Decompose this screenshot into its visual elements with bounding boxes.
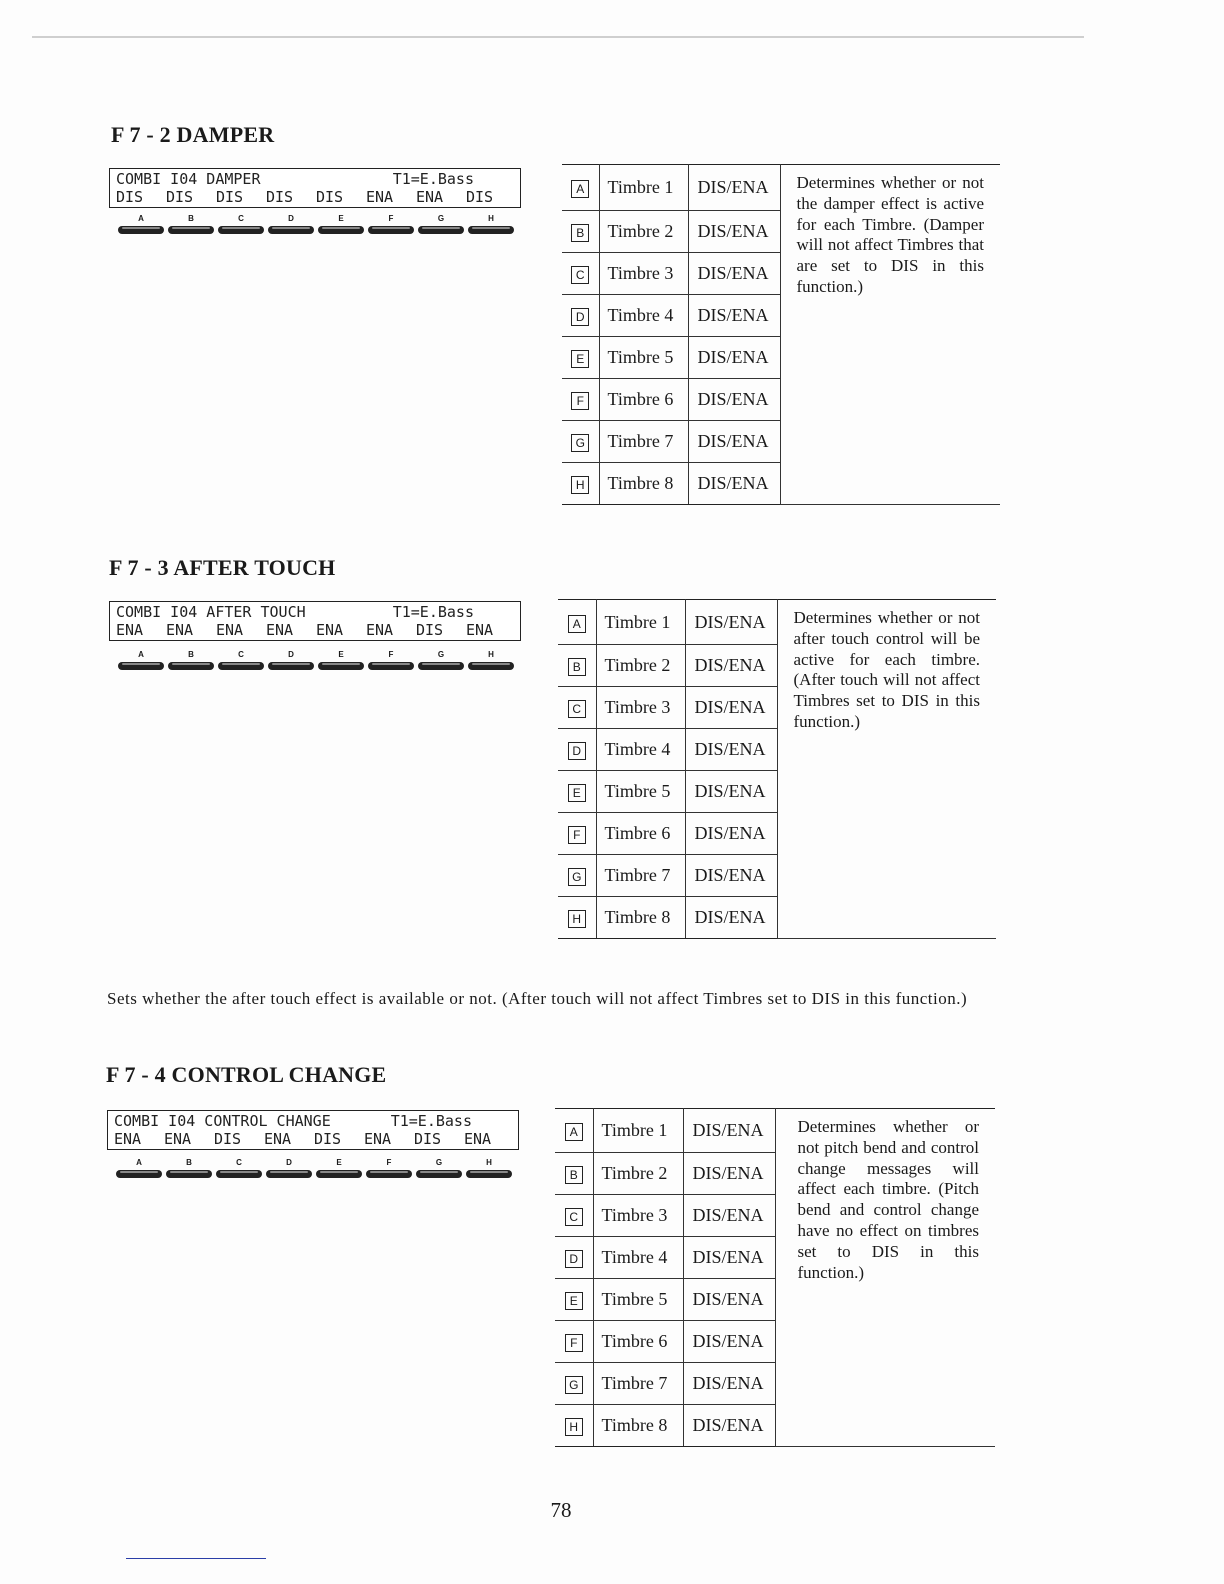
key-cell bbox=[555, 1279, 593, 1321]
timbre-cell: Timbre 7 bbox=[596, 855, 685, 897]
key-label: C bbox=[238, 214, 244, 223]
key-cell bbox=[558, 687, 596, 729]
value-cell: DIS/ENA bbox=[685, 813, 777, 855]
key-label: H bbox=[488, 650, 494, 659]
key-label: E bbox=[338, 214, 344, 223]
key-cell bbox=[555, 1109, 593, 1153]
timbre-cell: Timbre 5 bbox=[593, 1279, 683, 1321]
key-label: A bbox=[138, 214, 144, 223]
timbre-cell: Timbre 1 bbox=[593, 1109, 683, 1153]
lcd-timbre-indicator: T1=E.Bass bbox=[392, 603, 474, 621]
key-e-icon: E bbox=[565, 1292, 583, 1310]
key-label: E bbox=[338, 650, 344, 659]
key-f-button[interactable] bbox=[366, 1158, 412, 1184]
lcd-value: ENA bbox=[164, 1130, 192, 1148]
key-label: F bbox=[386, 1158, 392, 1167]
key-cell bbox=[558, 600, 596, 645]
key-c-icon: C bbox=[568, 700, 586, 718]
key-label: B bbox=[186, 1158, 192, 1167]
key-label: F bbox=[388, 650, 394, 659]
key-c-button[interactable] bbox=[218, 214, 264, 240]
lcd-value: ENA bbox=[316, 621, 344, 639]
lcd-value: DIS bbox=[116, 188, 144, 206]
value-cell: DIS/ENA bbox=[685, 771, 777, 813]
key-cell bbox=[558, 729, 596, 771]
key-c-icon: C bbox=[571, 266, 589, 284]
top-rule bbox=[32, 36, 1084, 38]
key-a-button[interactable] bbox=[118, 650, 164, 676]
key-c-button[interactable] bbox=[216, 1158, 262, 1184]
key-a-icon: A bbox=[568, 615, 586, 633]
lcd-timbre-indicator: T1=E.Bass bbox=[392, 170, 474, 188]
key-label: C bbox=[238, 650, 244, 659]
timbre-cell: Timbre 8 bbox=[599, 463, 688, 505]
key-cell bbox=[555, 1195, 593, 1237]
timbre-cell: Timbre 3 bbox=[593, 1195, 683, 1237]
timbre-cell: Timbre 8 bbox=[596, 897, 685, 939]
lcd-value: DIS bbox=[216, 188, 244, 206]
key-b-button[interactable] bbox=[168, 214, 214, 240]
lcd-display-damper bbox=[109, 168, 521, 208]
lcd-value: ENA bbox=[466, 621, 494, 639]
key-g-icon: G bbox=[565, 1376, 583, 1394]
bottom-rule bbox=[126, 1558, 266, 1559]
key-label: D bbox=[288, 214, 294, 223]
description: Determines whether or not the damper effect is active for each Timbre. (Damper will not affect Timbres that are set to DIS in this function.) bbox=[780, 165, 1000, 505]
key-label: A bbox=[136, 1158, 142, 1167]
key-b-icon: B bbox=[565, 1166, 583, 1184]
lcd-value: ENA bbox=[114, 1130, 142, 1148]
description: Determines whether or not after touch control will be active for each timbre. (After touch will not affect Timbres set to DIS in this function.) bbox=[777, 600, 996, 939]
timbre-cell: Timbre 3 bbox=[596, 687, 685, 729]
key-e-button[interactable] bbox=[316, 1158, 362, 1184]
timbre-cell: Timbre 8 bbox=[593, 1405, 683, 1447]
timbre-cell: Timbre 6 bbox=[599, 379, 688, 421]
key-b-icon: B bbox=[568, 658, 586, 676]
key-d-icon: D bbox=[571, 308, 589, 326]
key-b-icon: B bbox=[571, 224, 589, 242]
key-label: D bbox=[288, 650, 294, 659]
key-g-button[interactable] bbox=[416, 1158, 462, 1184]
key-label: F bbox=[388, 214, 394, 223]
key-label: B bbox=[188, 214, 194, 223]
timbre-cell: Timbre 4 bbox=[596, 729, 685, 771]
key-label: G bbox=[435, 1158, 443, 1167]
value-cell: DIS/ENA bbox=[683, 1321, 775, 1363]
value-cell: DIS/ENA bbox=[683, 1237, 775, 1279]
lcd-value: DIS bbox=[316, 188, 344, 206]
key-cell bbox=[562, 337, 599, 379]
value-cell: DIS/ENA bbox=[685, 645, 777, 687]
lcd-timbre-indicator: T1=E.Bass bbox=[390, 1112, 472, 1130]
timbre-cell: Timbre 4 bbox=[593, 1237, 683, 1279]
key-g-button[interactable] bbox=[418, 214, 464, 240]
key-a-icon: A bbox=[571, 180, 589, 198]
key-f-button[interactable] bbox=[368, 214, 414, 240]
lcd-value: DIS bbox=[214, 1130, 242, 1148]
lcd-value: ENA bbox=[166, 621, 194, 639]
key-g-icon: G bbox=[571, 434, 589, 452]
key-h-icon: H bbox=[568, 910, 586, 928]
parameter-table-after-touch bbox=[558, 599, 996, 939]
section-title-after-touch: F 7 - 3 AFTER TOUCH bbox=[109, 555, 336, 580]
key-h-button[interactable] bbox=[466, 1158, 512, 1184]
key-cell bbox=[558, 771, 596, 813]
key-e-icon: E bbox=[568, 784, 586, 802]
lcd-line2 bbox=[114, 1131, 514, 1148]
key-f-button[interactable] bbox=[368, 650, 414, 676]
key-a-button[interactable] bbox=[118, 214, 164, 240]
value-cell: DIS/ENA bbox=[683, 1195, 775, 1237]
value-cell: DIS/ENA bbox=[683, 1109, 775, 1153]
lcd-line2 bbox=[116, 189, 516, 206]
lcd-display-after-touch bbox=[109, 601, 521, 641]
page-number: 78 bbox=[550, 1498, 572, 1522]
key-b-button[interactable] bbox=[168, 650, 214, 676]
lcd-value: ENA bbox=[366, 188, 394, 206]
key-cell bbox=[558, 813, 596, 855]
key-c-button[interactable] bbox=[218, 650, 264, 676]
value-cell: DIS/ENA bbox=[685, 687, 777, 729]
key-h-button[interactable] bbox=[468, 650, 514, 676]
lcd-value: ENA bbox=[266, 621, 294, 639]
key-cell bbox=[555, 1237, 593, 1279]
timbre-cell: Timbre 1 bbox=[599, 165, 688, 211]
key-e-button[interactable] bbox=[318, 214, 364, 240]
key-cell bbox=[562, 253, 599, 295]
lcd-display-control-change bbox=[107, 1110, 519, 1150]
function-keys-after-touch bbox=[118, 650, 528, 676]
value-cell: DIS/ENA bbox=[685, 897, 777, 939]
value-cell: DIS/ENA bbox=[683, 1279, 775, 1321]
key-label: H bbox=[486, 1158, 492, 1167]
key-cell bbox=[562, 211, 599, 253]
lcd-value: ENA bbox=[416, 188, 444, 206]
description: Determines whether or not pitch bend and control change messages will affect each timbre. (Pitch bend and control change have no effect on timbres set to DIS in this function.) bbox=[775, 1109, 995, 1447]
timbre-cell: Timbre 6 bbox=[593, 1321, 683, 1363]
value-cell: DIS/ENA bbox=[688, 165, 780, 211]
key-cell bbox=[555, 1321, 593, 1363]
key-d-icon: D bbox=[565, 1250, 583, 1268]
key-cell bbox=[555, 1405, 593, 1447]
timbre-cell: Timbre 5 bbox=[596, 771, 685, 813]
key-cell bbox=[558, 897, 596, 939]
key-label: G bbox=[437, 214, 445, 223]
key-cell bbox=[562, 165, 599, 211]
timbre-cell: Timbre 2 bbox=[593, 1153, 683, 1195]
key-g-button[interactable] bbox=[418, 650, 464, 676]
section-title-damper: F 7 - 2 DAMPER bbox=[111, 122, 275, 147]
key-f-icon: F bbox=[565, 1334, 583, 1352]
lcd-value: ENA bbox=[264, 1130, 292, 1148]
value-cell: DIS/ENA bbox=[688, 295, 780, 337]
key-e-icon: E bbox=[571, 350, 589, 368]
value-cell: DIS/ENA bbox=[683, 1363, 775, 1405]
timbre-cell: Timbre 4 bbox=[599, 295, 688, 337]
parameter-table-control-change bbox=[555, 1108, 995, 1447]
timbre-cell: Timbre 2 bbox=[596, 645, 685, 687]
key-h-icon: H bbox=[571, 476, 589, 494]
key-label: E bbox=[336, 1158, 342, 1167]
key-cell bbox=[562, 379, 599, 421]
lcd-value: ENA bbox=[216, 621, 244, 639]
key-cell bbox=[558, 645, 596, 687]
parameter-table-damper bbox=[562, 164, 1000, 505]
lcd-value: DIS bbox=[414, 1130, 442, 1148]
key-label: C bbox=[236, 1158, 242, 1167]
timbre-cell: Timbre 3 bbox=[599, 253, 688, 295]
key-d-icon: D bbox=[568, 742, 586, 760]
key-a-button[interactable] bbox=[116, 1158, 162, 1184]
lcd-line2 bbox=[116, 622, 516, 639]
value-cell: DIS/ENA bbox=[683, 1405, 775, 1447]
key-cell bbox=[558, 855, 596, 897]
timbre-cell: Timbre 6 bbox=[596, 813, 685, 855]
key-d-button[interactable] bbox=[266, 1158, 312, 1184]
section-title-control-change: F 7 - 4 CONTROL CHANGE bbox=[106, 1062, 387, 1087]
value-cell: DIS/ENA bbox=[688, 421, 780, 463]
lcd-line1: COMBI I04 CONTROL CHANGE bbox=[114, 1112, 331, 1130]
lcd-value: DIS bbox=[466, 188, 494, 206]
value-cell: DIS/ENA bbox=[688, 337, 780, 379]
key-label: B bbox=[188, 650, 194, 659]
key-label: D bbox=[286, 1158, 292, 1167]
timbre-cell: Timbre 2 bbox=[599, 211, 688, 253]
key-e-button[interactable] bbox=[318, 650, 364, 676]
key-h-button[interactable] bbox=[468, 214, 514, 240]
lcd-value: DIS bbox=[416, 621, 444, 639]
key-label: G bbox=[437, 650, 445, 659]
lcd-value: DIS bbox=[266, 188, 294, 206]
lcd-line1: COMBI I04 DAMPER bbox=[116, 170, 261, 188]
key-cell bbox=[562, 295, 599, 337]
key-a-icon: A bbox=[565, 1123, 583, 1141]
key-cell bbox=[555, 1153, 593, 1195]
timbre-cell: Timbre 1 bbox=[596, 600, 685, 645]
value-cell: DIS/ENA bbox=[685, 600, 777, 645]
key-c-icon: C bbox=[565, 1208, 583, 1226]
value-cell: DIS/ENA bbox=[688, 463, 780, 505]
lcd-line1: COMBI I04 AFTER TOUCH bbox=[116, 603, 306, 621]
lcd-value: ENA bbox=[464, 1130, 492, 1148]
key-cell bbox=[562, 463, 599, 505]
value-cell: DIS/ENA bbox=[688, 253, 780, 295]
key-g-icon: G bbox=[568, 868, 586, 886]
lcd-value: ENA bbox=[116, 621, 144, 639]
key-f-icon: F bbox=[571, 392, 589, 410]
key-label: A bbox=[138, 650, 144, 659]
lcd-value: DIS bbox=[314, 1130, 342, 1148]
value-cell: DIS/ENA bbox=[685, 855, 777, 897]
key-cell bbox=[555, 1363, 593, 1405]
value-cell: DIS/ENA bbox=[688, 211, 780, 253]
function-keys-control-change bbox=[116, 1158, 526, 1184]
key-label: H bbox=[488, 214, 494, 223]
value-cell: DIS/ENA bbox=[683, 1153, 775, 1195]
lcd-value: ENA bbox=[366, 621, 394, 639]
lcd-value: DIS bbox=[166, 188, 194, 206]
key-d-button[interactable] bbox=[268, 650, 314, 676]
timbre-cell: Timbre 7 bbox=[593, 1363, 683, 1405]
value-cell: DIS/ENA bbox=[688, 379, 780, 421]
key-b-button[interactable] bbox=[166, 1158, 212, 1184]
function-keys-damper bbox=[118, 214, 528, 240]
lcd-value: ENA bbox=[364, 1130, 392, 1148]
key-d-button[interactable] bbox=[268, 214, 314, 240]
after-touch-note: Sets whether the after touch effect is available or not. (After touch will not affect Timbres set to DIS in this function.) bbox=[107, 989, 968, 1008]
key-f-icon: F bbox=[568, 826, 586, 844]
timbre-cell: Timbre 7 bbox=[599, 421, 688, 463]
timbre-cell: Timbre 5 bbox=[599, 337, 688, 379]
value-cell: DIS/ENA bbox=[685, 729, 777, 771]
key-h-icon: H bbox=[565, 1418, 583, 1436]
key-cell bbox=[562, 421, 599, 463]
